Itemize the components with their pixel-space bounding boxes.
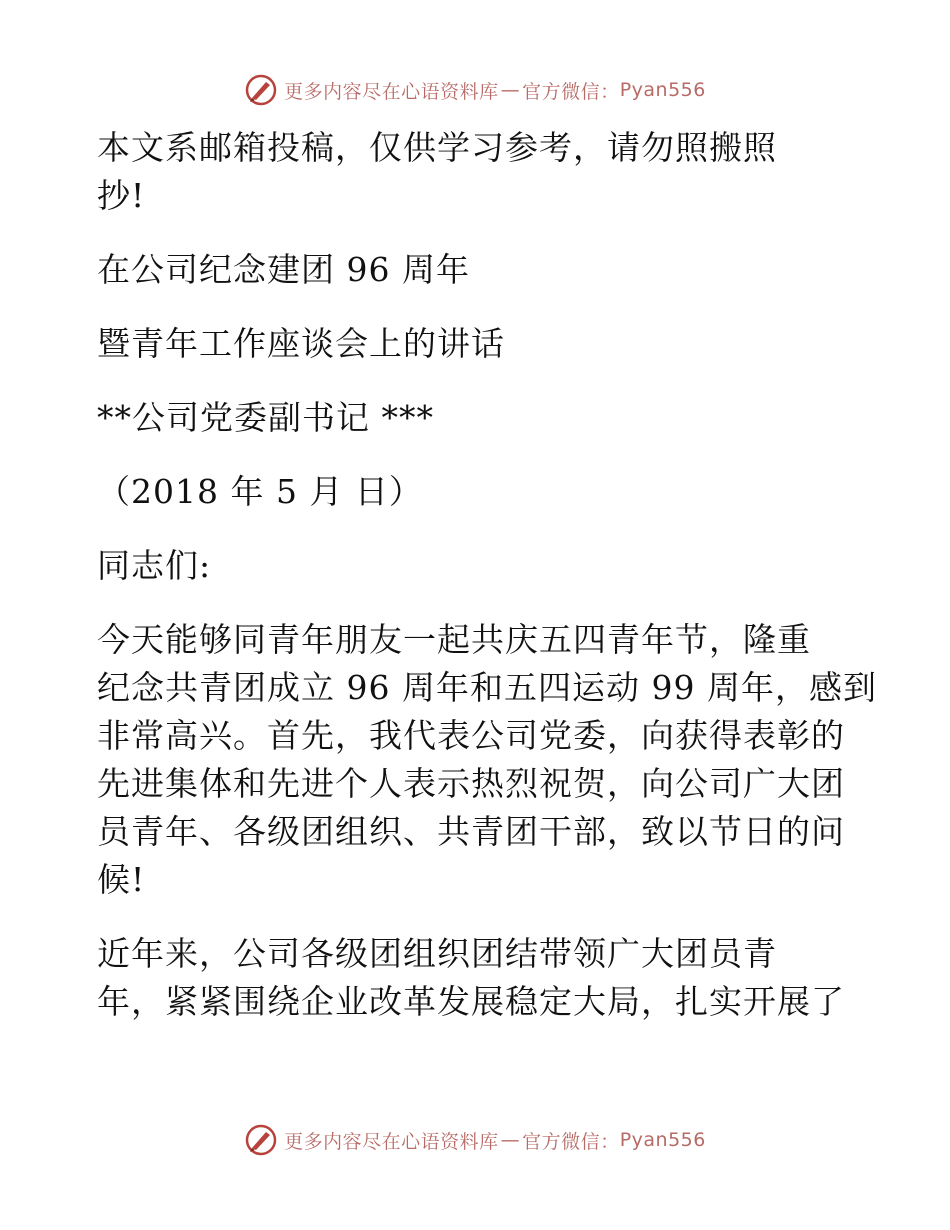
- date-line: （2018 年 5 月 日）: [97, 472, 423, 511]
- footer-watermark: [0, 1120, 950, 1160]
- watermark-wechat-id: Pyan556: [619, 79, 706, 101]
- watermark-main-text: 更多内容尽在心语资料库: [284, 1130, 499, 1153]
- watermark-wechat-label: 官方微信：: [522, 1130, 620, 1153]
- pen-logo-icon: [244, 1123, 278, 1157]
- paragraph-1-line-3: 非常高兴。首先，我代表公司党委，向获得表彰的: [97, 716, 845, 755]
- watermark-dash: —: [500, 1129, 521, 1151]
- notice-line-2: 抄!: [97, 176, 146, 215]
- notice-line-1: 本文系邮箱投稿，仅供学习参考，请勿照搬照: [97, 128, 777, 167]
- paragraph-1-line-4: 先进集体和先进个人表示热烈祝贺，向公司广大团: [97, 764, 845, 803]
- watermark-wechat-label: 官方微信：: [522, 80, 620, 103]
- watermark-dash: —: [500, 79, 521, 101]
- salutation-line: 同志们:: [97, 546, 212, 585]
- paragraph-2-line-1: 近年来，公司各级团组织团结带领广大团员青: [97, 934, 777, 973]
- paragraph-1-line-6: 候!: [97, 860, 146, 899]
- paragraph-1-line-2: 纪念共青团成立 96 周年和五四运动 99 周年，感到: [97, 668, 877, 707]
- paragraph-2-line-2: 年，紧紧围绕企业改革发展稳定大局，扎实开展了: [97, 982, 845, 1021]
- speech-title-line-1: 在公司纪念建团 96 周年: [97, 250, 470, 289]
- pen-logo-icon: [244, 73, 278, 107]
- document-body: [97, 124, 877, 1026]
- watermark-wechat-id: Pyan556: [619, 1129, 706, 1151]
- speech-title-line-2: 暨青年工作座谈会上的讲话: [97, 324, 505, 363]
- paragraph-1-line-1: 今天能够同青年朋友一起共庆五四青年节，隆重: [97, 620, 811, 659]
- speaker-line: **公司党委副书记 ***: [97, 398, 434, 437]
- watermark-main-text: 更多内容尽在心语资料库: [284, 80, 499, 103]
- header-watermark: [0, 70, 950, 110]
- paragraph-1-line-5: 员青年、各级团组织、共青团干部，致以节日的问: [97, 812, 845, 851]
